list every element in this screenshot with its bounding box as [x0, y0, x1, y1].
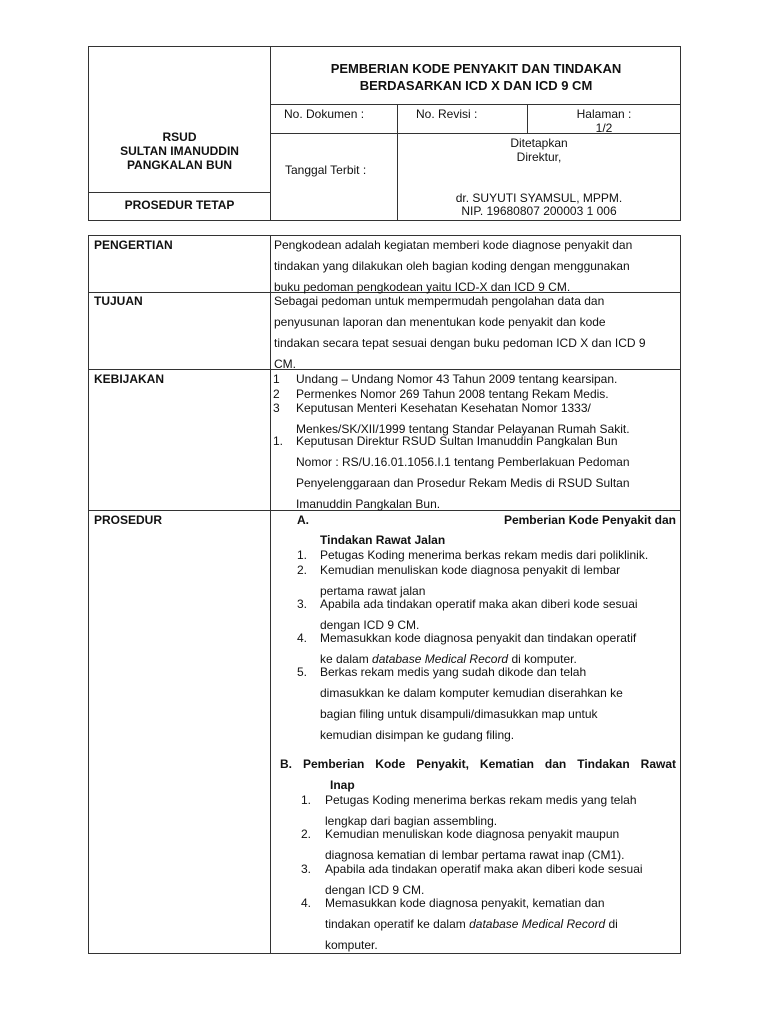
list-item-number: 2.: [301, 827, 312, 841]
list-item-number: 1.: [297, 548, 308, 562]
approval-block: Ditetapkan Direktur,: [510, 136, 568, 164]
section-a-title: Pemberian Kode Penyakit dan: [503, 513, 676, 527]
list-item: Keputusan Menteri Kesehatan Kesehatan Nomor 1333/ Menkes/SK/XII/1999 tentang Standar Pelayanan Rumah Sakit.: [296, 401, 630, 436]
list-item: Berkas rekam medis yang sudah dikode dan telah dimasukkan ke dalam komputer kemudian diserahkan ke bagian filing untuk disampuli/dimasukkan map untuk kemudian disimpan ke gudang filing.: [320, 665, 623, 742]
list-item: Memasukkan kode diagnosa penyakit dan tindakan operatif ke dalam database Medical Record di komputer.: [320, 631, 637, 666]
section-b-title-cont: Inap: [330, 778, 355, 792]
list-item: Petugas Koding menerima berkas rekam medis dari poliklinik.: [320, 548, 649, 562]
revision-label: No. Revisi :: [416, 107, 478, 121]
list-item-number: 1.: [273, 434, 284, 448]
list-item: Kemudian menuliskan kode diagnosa penyakit di lembar pertama rawat jalan: [320, 563, 621, 598]
list-item-number: 2: [273, 387, 280, 401]
pengertian-label: PENGERTIAN: [94, 238, 173, 252]
list-item: Apabila ada tindakan operatif maka akan diberi kode sesuai dengan ICD 9 CM.: [320, 597, 638, 632]
list-item: Permenkes Nomor 269 Tahun 2008 tentang Rekam Medis.: [296, 387, 609, 401]
list-item-number: 3.: [301, 862, 312, 876]
prosedur-label: PROSEDUR: [94, 513, 163, 527]
list-item: Kemudian menuliskan kode diagnosa penyakit maupun diagnosa kematian di lembar pertama rawat inap (CM1).: [325, 827, 625, 862]
page-label: Halaman : 1/2: [576, 107, 632, 135]
issue-date-label: Tanggal Terbit :: [285, 163, 367, 177]
procedure-title: PEMBERIAN KODE PENYAKIT DAN TINDAKAN BERDASARKAN ICD X DAN ICD 9 CM: [330, 61, 622, 93]
list-item-number: 3: [273, 401, 280, 415]
list-item: Apabila ada tindakan operatif maka akan diberi kode sesuai dengan ICD 9 CM.: [325, 862, 643, 897]
signer-block: dr. SUYUTI SYAMSUL, MPPM. NIP. 19680807 200003 1 006: [455, 191, 623, 218]
section-a-title-cont: Tindakan Rawat Jalan: [320, 533, 446, 547]
list-item: Memasukkan kode diagnosa penyakit, kematian dan tindakan operatif ke dalam database Medical Record di komputer.: [325, 896, 618, 952]
list-item: Undang – Undang Nomor 43 Tahun 2009 tentang kearsipan.: [296, 372, 618, 386]
section-a-letter: A.: [297, 513, 309, 527]
list-item-number: 3.: [297, 597, 308, 611]
tujuan-text: Sebagai pedoman untuk mempermudah pengolahan data dan penyusunan laporan dan menentukan kode penyakit dan kode tindakan secara tepat sesuai dengan buku pedoman ICD X dan ICD 9 CM.: [274, 294, 646, 371]
protap-label: PROSEDUR TETAP: [124, 198, 235, 212]
list-item-number: 1: [273, 372, 280, 386]
list-item-number: 4.: [297, 631, 308, 645]
list-item-number: 1.: [301, 793, 312, 807]
list-item-number: 2.: [297, 563, 308, 577]
list-item: Keputusan Direktur RSUD Sultan Imanuddin Pangkalan Bun Nomor : RS/U.16.01.1056.I.1 tentang Pemberlakuan Pedoman Penyelenggaraan dan Prosedur Rekam Medis di RSUD Sultan Imanuddin Pangkalan Bun.: [296, 434, 630, 511]
list-item: Petugas Koding menerima berkas rekam medis yang telah lengkap dari bagian assembling.: [325, 793, 637, 828]
doc-number-label: No. Dokumen :: [284, 107, 365, 121]
kebijakan-label: KEBIJAKAN: [94, 372, 165, 386]
list-item-number: 4.: [301, 896, 312, 910]
tujuan-label: TUJUAN: [94, 294, 143, 308]
pengertian-text: Pengkodean adalah kegiatan memberi kode diagnose penyakit dan tindakan yang dilakukan oleh bagian koding dengan menggunakan buku pedoman pengkodean yaitu ICD-X dan ICD 9 CM.: [274, 238, 633, 294]
list-item-number: 5.: [297, 665, 308, 679]
hospital-name: RSUD SULTAN IMANUDDIN PANGKALAN BUN: [120, 130, 239, 172]
section-b-title: B. Pemberian Kode Penyakit, Kematian dan Tindakan Rawat: [280, 757, 676, 771]
